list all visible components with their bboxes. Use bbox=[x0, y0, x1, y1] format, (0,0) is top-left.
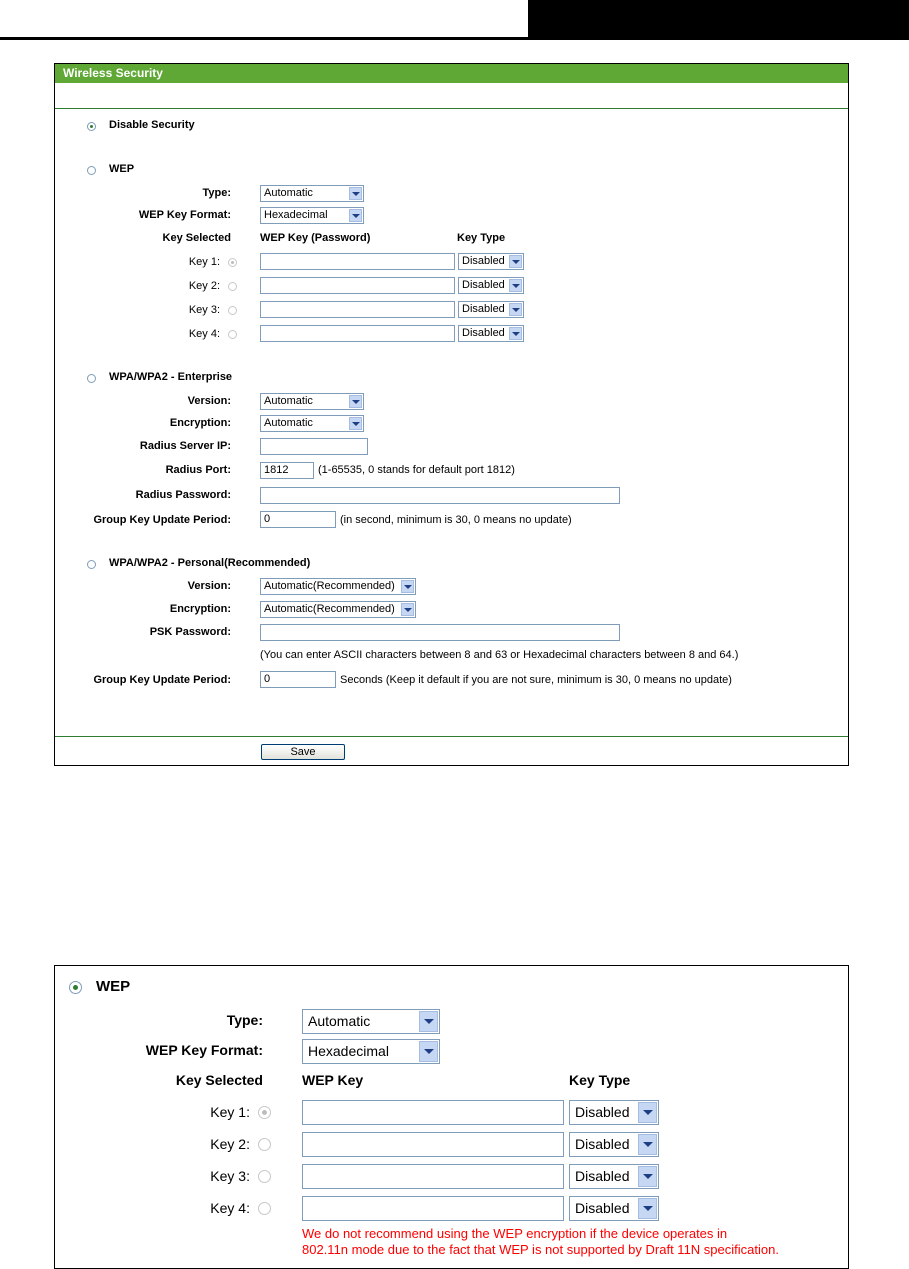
personal-version-value: Automatic(Recommended) bbox=[264, 580, 395, 592]
key-1-label: Key 1: bbox=[188, 256, 220, 268]
chevron-down-icon bbox=[419, 1041, 438, 1062]
key-4-input[interactable] bbox=[302, 1196, 564, 1221]
enterprise-encryption-value: Automatic bbox=[264, 417, 313, 429]
chevron-down-icon bbox=[349, 417, 362, 430]
wep-type-value: Automatic bbox=[264, 187, 313, 199]
radius-password-label: Radius Password: bbox=[135, 489, 231, 501]
wep-radio[interactable] bbox=[69, 981, 82, 994]
radius-server-ip-input[interactable] bbox=[260, 438, 368, 455]
header-rule bbox=[0, 37, 909, 40]
key-1-label: Key 1: bbox=[210, 1104, 250, 1120]
wireless-security-panel bbox=[54, 63, 849, 766]
wep-key-header: WEP Key (Password) bbox=[260, 232, 371, 244]
key-3-label: Key 3: bbox=[188, 304, 220, 316]
key-1-type-select[interactable] bbox=[458, 253, 524, 270]
wep-key-format-label: WEP Key Format: bbox=[138, 209, 231, 221]
header-bar bbox=[528, 0, 909, 37]
personal-version-select[interactable] bbox=[260, 578, 416, 595]
wep-label: WEP bbox=[109, 163, 135, 175]
psk-password-hint: (You can enter ASCII characters between 8 and 63 or Hexadecimal characters between 8 and 64.) bbox=[260, 649, 739, 661]
key-3-type-select[interactable] bbox=[458, 301, 524, 318]
chevron-down-icon bbox=[638, 1198, 657, 1219]
wep-type-label: Type: bbox=[226, 1012, 263, 1028]
key-4-input[interactable] bbox=[260, 325, 455, 342]
enterprise-group-key-hint: (in second, minimum is 30, 0 means no update) bbox=[340, 514, 572, 526]
key-2-radio[interactable] bbox=[258, 1138, 271, 1151]
key-1-radio[interactable] bbox=[258, 1106, 271, 1119]
key-3-input[interactable] bbox=[260, 301, 455, 318]
chevron-down-icon bbox=[509, 303, 522, 316]
save-button[interactable]: Save bbox=[261, 744, 345, 760]
chevron-down-icon bbox=[349, 187, 362, 200]
key-1-type-value: Disabled bbox=[575, 1104, 630, 1120]
radius-port-hint: (1-65535, 0 stands for default port 1812) bbox=[318, 464, 515, 476]
wpa-personal-label: WPA/WPA2 - Personal(Recommended) bbox=[109, 557, 311, 569]
radius-server-ip-label: Radius Server IP: bbox=[139, 440, 231, 452]
key-3-label: Key 3: bbox=[210, 1168, 250, 1184]
wep-key-format-value: Hexadecimal bbox=[264, 209, 328, 221]
chevron-down-icon bbox=[509, 279, 522, 292]
psk-password-label: PSK Password: bbox=[149, 626, 231, 638]
key-2-input[interactable] bbox=[302, 1132, 564, 1157]
key-selected-header: Key Selected bbox=[175, 1072, 263, 1088]
chevron-down-icon bbox=[638, 1166, 657, 1187]
wpa-enterprise-label: WPA/WPA2 - Enterprise bbox=[109, 371, 233, 383]
key-1-type-select[interactable] bbox=[569, 1100, 659, 1125]
enterprise-group-key-input[interactable]: 0 bbox=[260, 511, 336, 528]
key-3-input[interactable] bbox=[302, 1164, 564, 1189]
wep-detail-panel bbox=[54, 965, 849, 1269]
wep-type-select[interactable] bbox=[302, 1009, 440, 1034]
key-4-type-value: Disabled bbox=[575, 1200, 630, 1216]
personal-encryption-label: Encryption: bbox=[169, 603, 231, 615]
enterprise-version-label: Version: bbox=[187, 395, 231, 407]
wpa-enterprise-radio[interactable] bbox=[87, 374, 96, 383]
key-4-type-value: Disabled bbox=[462, 327, 505, 339]
key-1-input[interactable] bbox=[260, 253, 455, 270]
wep-warning-line-1: We do not recommend using the WEP encryption if the device operates in bbox=[302, 1226, 728, 1241]
key-2-type-value: Disabled bbox=[575, 1136, 630, 1152]
key-2-type-select[interactable] bbox=[458, 277, 524, 294]
enterprise-encryption-select[interactable] bbox=[260, 415, 364, 432]
key-4-type-select[interactable] bbox=[569, 1196, 659, 1221]
key-3-type-value: Disabled bbox=[462, 303, 505, 315]
chevron-down-icon bbox=[509, 327, 522, 340]
wep-type-select[interactable] bbox=[260, 185, 364, 202]
wep-key-format-label: WEP Key Format: bbox=[145, 1042, 263, 1058]
wpa-personal-radio[interactable] bbox=[87, 560, 96, 569]
disable-security-label: Disable Security bbox=[109, 119, 195, 131]
radius-port-label: Radius Port: bbox=[165, 464, 231, 476]
key-2-label: Key 2: bbox=[210, 1136, 250, 1152]
panel-header bbox=[55, 64, 848, 83]
radius-password-input[interactable] bbox=[260, 487, 620, 504]
key-3-radio[interactable] bbox=[228, 306, 237, 315]
key-2-input[interactable] bbox=[260, 277, 455, 294]
psk-password-input[interactable] bbox=[260, 624, 620, 641]
chevron-down-icon bbox=[638, 1102, 657, 1123]
chevron-down-icon bbox=[638, 1134, 657, 1155]
key-2-radio[interactable] bbox=[228, 282, 237, 291]
key-4-type-select[interactable] bbox=[458, 325, 524, 342]
key-type-header: Key Type bbox=[569, 1072, 631, 1088]
enterprise-version-value: Automatic bbox=[264, 395, 313, 407]
chevron-down-icon bbox=[509, 255, 522, 268]
disable-security-radio[interactable] bbox=[87, 122, 96, 131]
key-4-label: Key 4: bbox=[210, 1200, 250, 1216]
key-selected-header: Key Selected bbox=[162, 232, 231, 244]
key-4-label: Key 4: bbox=[188, 328, 220, 340]
key-2-type-value: Disabled bbox=[462, 279, 505, 291]
wep-radio[interactable] bbox=[87, 166, 96, 175]
chevron-down-icon bbox=[349, 209, 362, 222]
divider bbox=[55, 736, 848, 737]
wep-key-format-select[interactable] bbox=[302, 1039, 440, 1064]
chevron-down-icon bbox=[349, 395, 362, 408]
enterprise-version-select[interactable] bbox=[260, 393, 364, 410]
personal-group-key-hint: Seconds (Keep it default if you are not sure, minimum is 30, 0 means no update) bbox=[340, 674, 732, 686]
key-type-header: Key Type bbox=[457, 232, 506, 244]
divider bbox=[55, 108, 848, 109]
chevron-down-icon bbox=[401, 603, 414, 616]
enterprise-group-key-label: Group Key Update Period: bbox=[93, 514, 231, 526]
key-4-radio[interactable] bbox=[228, 330, 237, 339]
key-3-type-select[interactable] bbox=[569, 1164, 659, 1189]
personal-group-key-label: Group Key Update Period: bbox=[93, 674, 231, 686]
wep-key-format-value: Hexadecimal bbox=[308, 1043, 389, 1059]
chevron-down-icon bbox=[401, 580, 414, 593]
key-1-input[interactable] bbox=[302, 1100, 564, 1125]
personal-version-label: Version: bbox=[187, 580, 231, 592]
personal-encryption-select[interactable] bbox=[260, 601, 416, 618]
key-2-label: Key 2: bbox=[188, 280, 220, 292]
panel-title: Wireless Security bbox=[63, 66, 163, 80]
key-4-radio[interactable] bbox=[258, 1202, 271, 1215]
wep-warning-line-2: 802.11n mode due to the fact that WEP is not supported by Draft 11N specification. bbox=[302, 1242, 779, 1257]
radius-port-input[interactable]: 1812 bbox=[260, 462, 314, 479]
wep-key-header: WEP Key bbox=[302, 1072, 364, 1088]
personal-encryption-value: Automatic(Recommended) bbox=[264, 603, 395, 615]
key-1-type-value: Disabled bbox=[462, 255, 505, 267]
wep-type-label: Type: bbox=[202, 187, 231, 199]
enterprise-encryption-label: Encryption: bbox=[169, 417, 231, 429]
key-3-radio[interactable] bbox=[258, 1170, 271, 1183]
wep-label: WEP bbox=[96, 978, 131, 995]
wep-type-value: Automatic bbox=[308, 1013, 371, 1029]
key-2-type-select[interactable] bbox=[569, 1132, 659, 1157]
wep-key-format-select[interactable] bbox=[260, 207, 364, 224]
personal-group-key-input[interactable]: 0 bbox=[260, 671, 336, 688]
key-3-type-value: Disabled bbox=[575, 1168, 630, 1184]
key-1-radio[interactable] bbox=[228, 258, 237, 267]
chevron-down-icon bbox=[419, 1011, 438, 1032]
